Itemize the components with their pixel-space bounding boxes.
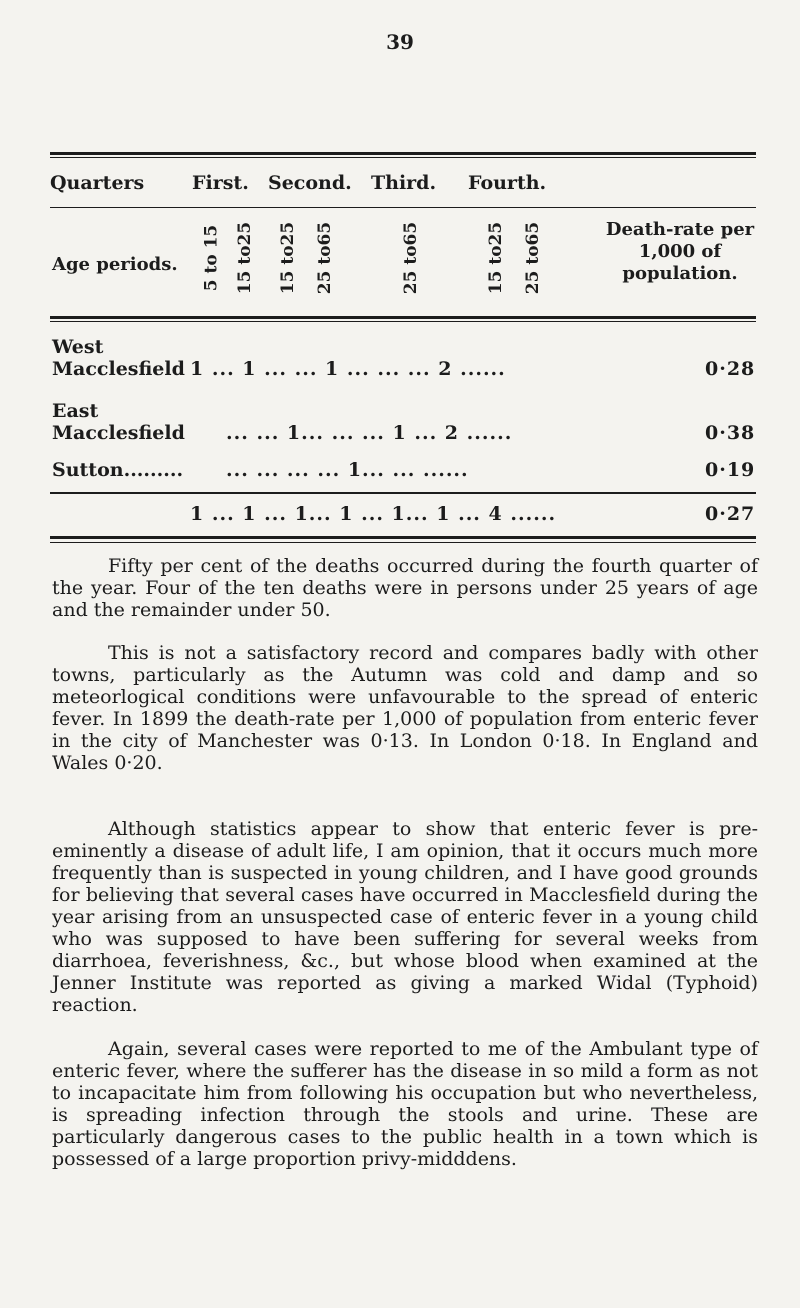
row-death-rate: 0·38 bbox=[705, 422, 756, 444]
paragraph-1 bbox=[52, 555, 758, 621]
paragraph-2-text: This is not a satisfactory record and compares badly with other towns, particularly as the Autumn was cold and damp and so meteorlogical conditions were unfavourable to the spread of enteric fever. In 1899 the death-rate per 1,000 of population from enteric fever in the city of Manchester was 0·13. In London 0·18. In England and Wales 0·20. bbox=[52, 642, 758, 774]
row-values: ... ... ... ... 1... ... ...... bbox=[226, 459, 469, 481]
row-values: ... ... 1... ... ... 1 ... 2 ...... bbox=[226, 422, 513, 444]
age-divider-thick bbox=[50, 316, 756, 319]
age-column-2-label: 15 to25 bbox=[235, 221, 255, 295]
total-death-rate: 0·27 bbox=[705, 503, 756, 525]
header-quarters: Quarters bbox=[50, 172, 145, 194]
header-fourth: Fourth. bbox=[468, 172, 547, 194]
row-death-rate: 0·19 bbox=[705, 459, 756, 481]
table-top-rule-thick bbox=[50, 152, 756, 155]
age-column-5-label: 25 to65 bbox=[401, 221, 421, 295]
age-periods-label: Age periods. bbox=[52, 254, 178, 275]
header-third: Third. bbox=[371, 172, 437, 194]
age-column-6 bbox=[483, 215, 509, 301]
age-column-3-label: 15 to25 bbox=[278, 221, 298, 295]
age-column-1-label: 5 to 15 bbox=[201, 224, 222, 292]
row-label-line-2: Macclesfield bbox=[52, 422, 185, 444]
page-number: 39 bbox=[386, 30, 414, 54]
row-values: 1 ... 1 ... ... 1 ... ... ... 2 ...... bbox=[190, 358, 506, 380]
death-rate-header-line-2: 1,000 of bbox=[638, 241, 722, 262]
age-column-7-label: 25 to65 bbox=[523, 221, 543, 295]
age-column-4-label: 25 to65 bbox=[315, 221, 335, 295]
death-rate-header-line-1: Death-rate per bbox=[605, 219, 755, 240]
table-bottom-rule-thin bbox=[50, 542, 756, 543]
age-column-6-label: 15 to25 bbox=[486, 221, 506, 295]
paragraph-2 bbox=[52, 642, 758, 774]
death-rate-header-line-3: population. bbox=[622, 263, 738, 284]
total-values: 1 ... 1 ... 1... 1 ... 1... 1 ... 4 ...... bbox=[190, 503, 557, 525]
row-label-line-2: Macclesfield bbox=[52, 358, 185, 380]
age-column-3 bbox=[275, 215, 301, 301]
death-rate-header bbox=[595, 219, 765, 285]
row-label-line-1: Sutton......... bbox=[52, 459, 184, 481]
table-bottom-rule-thick bbox=[50, 536, 756, 539]
paragraph-3 bbox=[52, 818, 758, 1016]
paragraph-4 bbox=[52, 1038, 758, 1170]
age-column-7 bbox=[520, 215, 546, 301]
paragraph-3-text: Although statistics appear to show that enteric fever is pre-eminently a disease of adult life, I am opinion, that it occurs much more frequently than is suspected in young children, and I have good grounds for believing that several cases have occurred in Macclesfield during the year arising from an unsuspected case of enteric fever in a young child who was supposed to have been suffering for several weeks from diarrhoea, feverishness, &c., but whose blood when examined at the Jenner Institute was reported as giving a marked Widal (Typhoid) reaction. bbox=[52, 818, 758, 1016]
age-column-4 bbox=[312, 215, 338, 301]
header-first: First. bbox=[192, 172, 249, 194]
table-top-rule-thin bbox=[50, 157, 756, 158]
age-column-5 bbox=[398, 215, 424, 301]
paragraph-1-text: Fifty per cent of the deaths occurred during the fourth quarter of the year. Four of the ten deaths were in persons under 25 years of age and the remainder under 50. bbox=[52, 555, 758, 621]
age-column-1 bbox=[198, 215, 224, 301]
total-divider bbox=[50, 492, 756, 494]
row-label-line-1: West bbox=[52, 336, 104, 358]
row-label-line-1: East bbox=[52, 400, 99, 422]
age-divider-thin bbox=[50, 321, 756, 322]
paragraph-4-text: Again, several cases were reported to me of the Ambulant type of enteric fever, where the sufferer has the disease in so mild a form as not to incapacitate him from following his occupation but who nevertheless, is spreading infection through the stools and urine. These are particularly dangerous cases to the public health in a town which is possessed of a large proportion privy-midddens. bbox=[52, 1038, 758, 1170]
header-divider bbox=[50, 207, 756, 208]
age-column-2 bbox=[232, 215, 258, 301]
row-death-rate: 0·28 bbox=[705, 358, 756, 380]
header-second: Second. bbox=[268, 172, 352, 194]
